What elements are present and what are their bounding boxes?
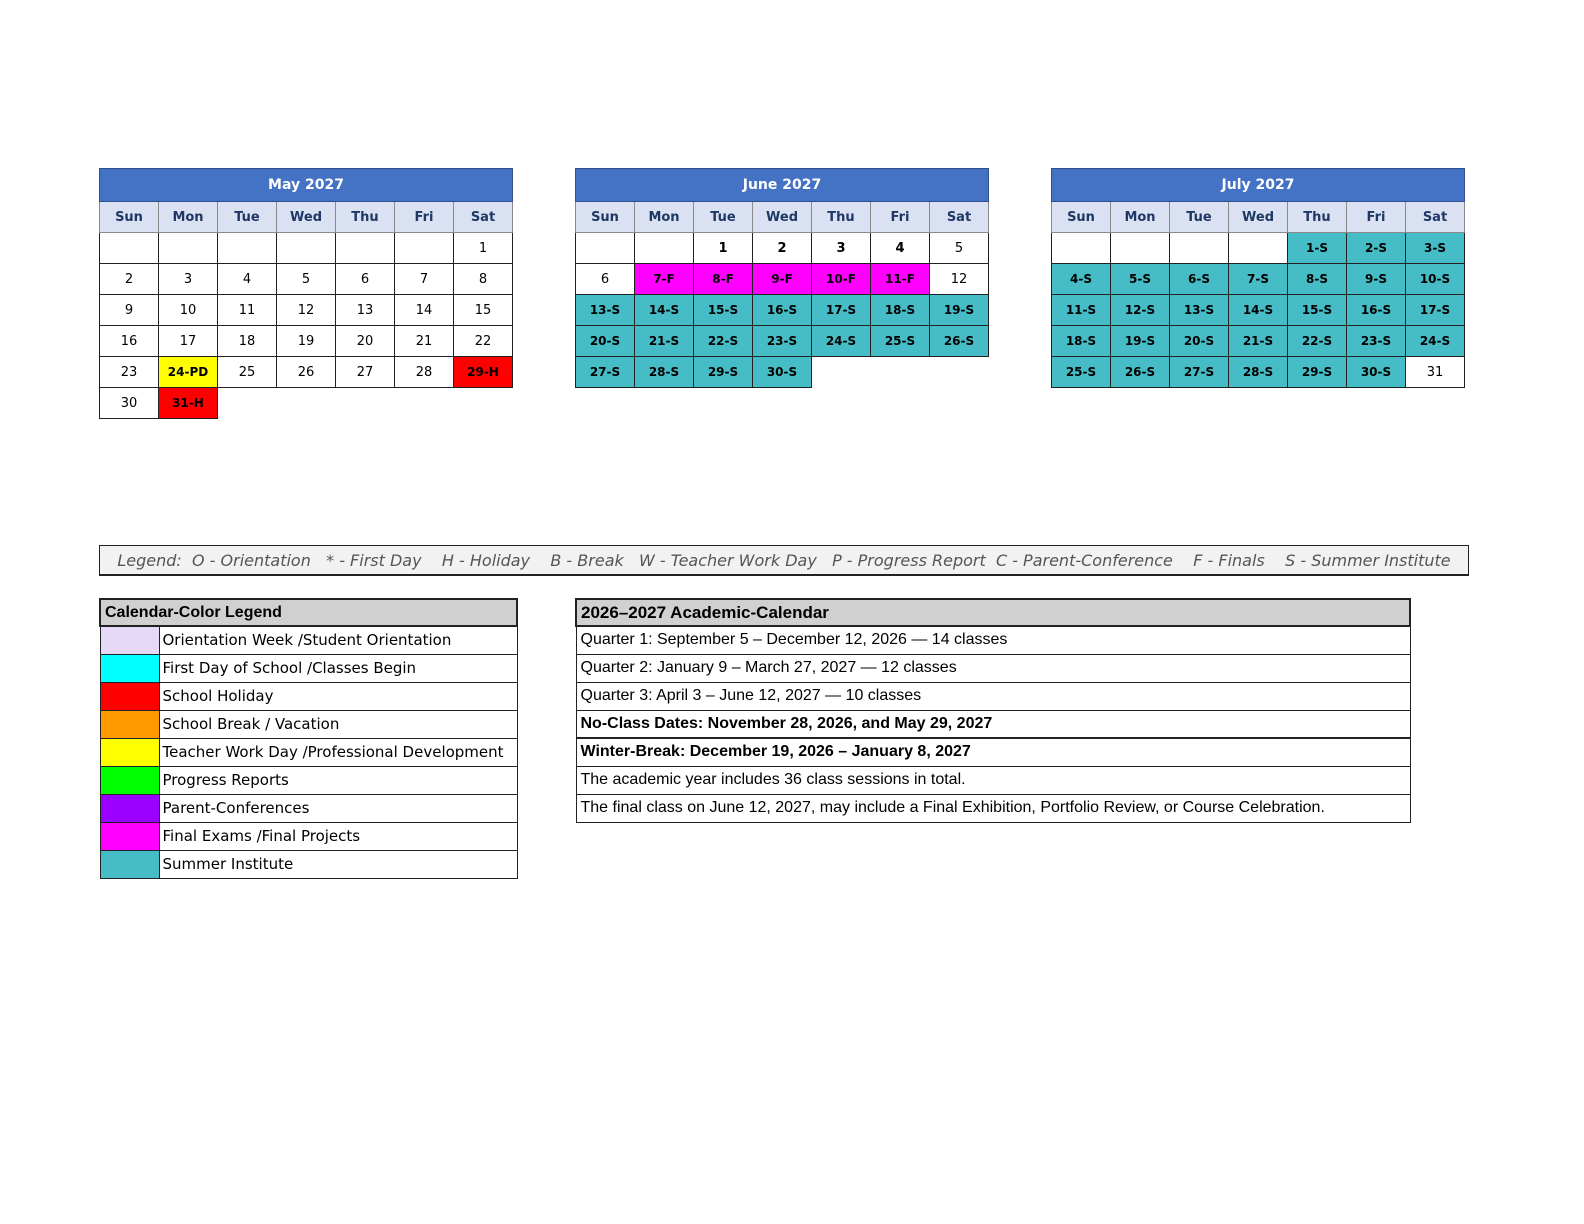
calendar-day-cell: 15-S <box>1288 295 1347 326</box>
calendar-day-cell: 24-S <box>1406 326 1465 357</box>
color-legend-row <box>100 794 517 822</box>
calendar-day-cell: 18 <box>218 326 277 357</box>
calendar-day-cell: 16-S <box>1347 295 1406 326</box>
calendar-blank-cell <box>395 233 454 264</box>
calendar-week-row <box>100 326 513 357</box>
calendar-day-cell: 13-S <box>1170 295 1229 326</box>
calendar-day-cell: 12 <box>277 295 336 326</box>
day-of-week-header: Wed <box>1229 202 1288 233</box>
academic-calendar-row: Quarter 3: April 3 – June 12, 2027 — 10 classes <box>576 682 1410 710</box>
calendar-week-row <box>576 357 989 388</box>
calendar-blank-cell <box>1111 233 1170 264</box>
calendar-day-cell: 22-S <box>694 326 753 357</box>
calendar-day-cell: 27-S <box>1170 357 1229 388</box>
calendar-blank-cell <box>576 233 635 264</box>
calendar-day-cell: 1 <box>454 233 513 264</box>
calendar-day-cell: 31-H <box>159 388 218 419</box>
calendar-day-cell: 21 <box>395 326 454 357</box>
day-of-week-header: Mon <box>159 202 218 233</box>
calendar-day-cell: 7-F <box>635 264 694 295</box>
calendar-day-cell: 14-S <box>1229 295 1288 326</box>
color-swatch <box>100 766 159 794</box>
calendar-week-row <box>1052 326 1465 357</box>
calendar-week-row <box>576 264 989 295</box>
calendar-day-cell: 3 <box>812 233 871 264</box>
calendar-day-cell: 15 <box>454 295 513 326</box>
calendar-day-cell: 17-S <box>1406 295 1465 326</box>
calendar-day-cell: 23-S <box>753 326 812 357</box>
day-of-week-header: Wed <box>753 202 812 233</box>
color-legend <box>99 598 518 879</box>
calendar-week-row <box>576 233 989 264</box>
calendar-week-row <box>576 295 989 326</box>
day-of-week-header: Sun <box>576 202 635 233</box>
calendar-empty-space <box>930 357 989 388</box>
calendar-day-cell: 4 <box>871 233 930 264</box>
day-of-week-header: Wed <box>277 202 336 233</box>
academic-calendar-row: No-Class Dates: November 28, 2026, and May 29, 2027 <box>576 710 1410 738</box>
calendar-week-row <box>1052 295 1465 326</box>
calendar-day-cell: 20-S <box>1170 326 1229 357</box>
day-of-week-header: Tue <box>218 202 277 233</box>
academic-calendar-row: Quarter 2: January 9 – March 27, 2027 — 12 classes <box>576 654 1410 682</box>
calendar-day-cell: 26 <box>277 357 336 388</box>
calendar-day-cell: 31 <box>1406 357 1465 388</box>
month-title: June 2027 <box>576 169 989 202</box>
calendar-day-cell: 7 <box>395 264 454 295</box>
calendar-day-cell: 8-F <box>694 264 753 295</box>
calendar-day-cell: 24-S <box>812 326 871 357</box>
calendar-day-cell: 28-S <box>1229 357 1288 388</box>
calendar-day-cell: 30 <box>100 388 159 419</box>
calendar-day-cell: 22-S <box>1288 326 1347 357</box>
day-of-week-header: Tue <box>694 202 753 233</box>
calendar-day-cell: 29-S <box>694 357 753 388</box>
day-of-week-header: Thu <box>336 202 395 233</box>
calendar-day-cell: 1 <box>694 233 753 264</box>
day-of-week-header: Tue <box>1170 202 1229 233</box>
calendar-day-cell: 22 <box>454 326 513 357</box>
calendar-day-cell: 5-S <box>1111 264 1170 295</box>
legend-bar: Legend: O - Orientation * - First Day H - Holiday B - Break W - Teacher Work Day P - Progress Report C - Parent-Conference F - Finals S - Summer Institute <box>99 545 1469 576</box>
color-swatch <box>100 794 159 822</box>
calendar-day-cell: 8-S <box>1288 264 1347 295</box>
color-legend-title: Calendar-Color Legend <box>100 599 517 626</box>
calendar-day-cell: 14-S <box>635 295 694 326</box>
calendar-week-row <box>576 326 989 357</box>
calendar-day-cell: 1-S <box>1288 233 1347 264</box>
calendar-day-cell: 6 <box>576 264 635 295</box>
academic-calendar-row: Quarter 1: September 5 – December 12, 2026 — 14 classes <box>576 626 1410 654</box>
calendar-day-cell: 17-S <box>812 295 871 326</box>
color-legend-label: School Holiday <box>159 682 517 710</box>
calendar-day-cell: 2 <box>753 233 812 264</box>
academic-calendar-row: Winter-Break: December 19, 2026 – January 8, 2027 <box>576 738 1410 766</box>
calendar-day-cell: 7-S <box>1229 264 1288 295</box>
color-legend-label: Parent-Conferences <box>159 794 517 822</box>
calendar-day-cell: 30-S <box>1347 357 1406 388</box>
calendar-day-cell: 28-S <box>635 357 694 388</box>
calendar-day-cell: 6-S <box>1170 264 1229 295</box>
day-of-week-header: Fri <box>871 202 930 233</box>
academic-calendar-notes <box>575 598 1411 823</box>
academic-calendar-row: The final class on June 12, 2027, may include a Final Exhibition, Portfolio Review, or Course Celebration. <box>576 794 1410 822</box>
day-of-week-header: Sat <box>1406 202 1465 233</box>
color-legend-row <box>100 850 517 878</box>
color-legend-label: School Break / Vacation <box>159 710 517 738</box>
day-of-week-header: Sat <box>930 202 989 233</box>
calendar-day-cell: 9-S <box>1347 264 1406 295</box>
calendar-day-cell: 27 <box>336 357 395 388</box>
calendar-week-row <box>100 233 513 264</box>
calendar-empty-space <box>812 357 871 388</box>
calendar-day-cell: 4-S <box>1052 264 1111 295</box>
color-legend-label: First Day of School /Classes Begin <box>159 654 517 682</box>
color-legend-row <box>100 766 517 794</box>
calendar-day-cell: 6 <box>336 264 395 295</box>
calendar-day-cell: 2-S <box>1347 233 1406 264</box>
calendar-empty-space <box>395 388 454 419</box>
calendar-day-cell: 23 <box>100 357 159 388</box>
calendar-day-cell: 26-S <box>930 326 989 357</box>
academic-calendar-title: 2026–2027 Academic-Calendar <box>576 599 1410 626</box>
calendar-day-cell: 18-S <box>871 295 930 326</box>
calendar-day-cell: 13-S <box>576 295 635 326</box>
color-swatch <box>100 710 159 738</box>
calendar-blank-cell <box>159 233 218 264</box>
color-swatch <box>100 850 159 878</box>
calendar-blank-cell <box>1229 233 1288 264</box>
calendar-blank-cell <box>1170 233 1229 264</box>
color-legend-label: Orientation Week /Student Orientation <box>159 626 517 654</box>
calendar-day-cell: 5 <box>277 264 336 295</box>
color-swatch <box>100 654 159 682</box>
color-legend-row <box>100 654 517 682</box>
calendar-day-cell: 12 <box>930 264 989 295</box>
calendar-day-cell: 21-S <box>635 326 694 357</box>
calendar-empty-space <box>871 357 930 388</box>
calendar-day-cell: 3 <box>159 264 218 295</box>
calendar-blank-cell <box>336 233 395 264</box>
calendar-day-cell: 17 <box>159 326 218 357</box>
calendar-day-cell: 8 <box>454 264 513 295</box>
calendar-july-2027 <box>1051 168 1465 388</box>
calendar-day-cell: 10-F <box>812 264 871 295</box>
calendar-day-cell: 18-S <box>1052 326 1111 357</box>
calendar-week-row <box>100 295 513 326</box>
calendar-day-cell: 14 <box>395 295 454 326</box>
month-title: May 2027 <box>100 169 513 202</box>
calendar-day-cell: 29-S <box>1288 357 1347 388</box>
color-swatch <box>100 738 159 766</box>
calendar-blank-cell <box>277 233 336 264</box>
day-of-week-header: Sun <box>1052 202 1111 233</box>
calendar-week-row <box>1052 233 1465 264</box>
calendar-week-row <box>100 357 513 388</box>
calendar-day-cell: 16-S <box>753 295 812 326</box>
color-legend-row <box>100 682 517 710</box>
calendar-day-cell: 20 <box>336 326 395 357</box>
calendar-day-cell: 13 <box>336 295 395 326</box>
color-swatch <box>100 682 159 710</box>
calendar-day-cell: 16 <box>100 326 159 357</box>
calendar-day-cell: 10-S <box>1406 264 1465 295</box>
calendar-day-cell: 30-S <box>753 357 812 388</box>
day-of-week-header: Fri <box>1347 202 1406 233</box>
calendar-week-row <box>1052 264 1465 295</box>
calendar-day-cell: 25-S <box>871 326 930 357</box>
calendar-empty-space <box>454 388 513 419</box>
day-of-week-header: Thu <box>812 202 871 233</box>
day-of-week-header: Mon <box>635 202 694 233</box>
calendar-empty-space <box>277 388 336 419</box>
calendar-day-cell: 3-S <box>1406 233 1465 264</box>
day-of-week-header: Mon <box>1111 202 1170 233</box>
calendar-day-cell: 10 <box>159 295 218 326</box>
calendar-may-2027 <box>99 168 513 419</box>
day-of-week-header: Thu <box>1288 202 1347 233</box>
calendar-day-cell: 24-PD <box>159 357 218 388</box>
calendar-blank-cell <box>635 233 694 264</box>
calendar-week-row <box>1052 357 1465 388</box>
calendar-day-cell: 5 <box>930 233 989 264</box>
color-legend-label: Final Exams /Final Projects <box>159 822 517 850</box>
calendar-day-cell: 19-S <box>1111 326 1170 357</box>
calendar-week-row <box>100 264 513 295</box>
calendar-week-row <box>100 388 513 419</box>
color-legend-label: Teacher Work Day /Professional Development <box>159 738 517 766</box>
calendar-day-cell: 28 <box>395 357 454 388</box>
calendar-day-cell: 19 <box>277 326 336 357</box>
month-title: July 2027 <box>1052 169 1465 202</box>
calendar-day-cell: 9-F <box>753 264 812 295</box>
color-legend-row <box>100 710 517 738</box>
calendar-day-cell: 23-S <box>1347 326 1406 357</box>
calendar-day-cell: 9 <box>100 295 159 326</box>
calendar-day-cell: 4 <box>218 264 277 295</box>
color-legend-row <box>100 822 517 850</box>
calendar-empty-space <box>336 388 395 419</box>
calendar-day-cell: 2 <box>100 264 159 295</box>
day-of-week-header: Sat <box>454 202 513 233</box>
color-legend-row <box>100 738 517 766</box>
day-of-week-header: Fri <box>395 202 454 233</box>
calendar-june-2027 <box>575 168 989 388</box>
day-of-week-header: Sun <box>100 202 159 233</box>
calendar-day-cell: 11 <box>218 295 277 326</box>
calendar-day-cell: 11-F <box>871 264 930 295</box>
calendar-day-cell: 20-S <box>576 326 635 357</box>
color-legend-label: Progress Reports <box>159 766 517 794</box>
color-swatch <box>100 626 159 654</box>
calendar-day-cell: 15-S <box>694 295 753 326</box>
color-legend-label: Summer Institute <box>159 850 517 878</box>
calendar-blank-cell <box>218 233 277 264</box>
calendar-day-cell: 25-S <box>1052 357 1111 388</box>
academic-calendar-row: The academic year includes 36 class sessions in total. <box>576 766 1410 794</box>
calendar-day-cell: 11-S <box>1052 295 1111 326</box>
calendar-day-cell: 19-S <box>930 295 989 326</box>
calendar-day-cell: 25 <box>218 357 277 388</box>
calendar-empty-space <box>218 388 277 419</box>
color-legend-row <box>100 626 517 654</box>
calendar-day-cell: 26-S <box>1111 357 1170 388</box>
calendar-blank-cell <box>100 233 159 264</box>
calendar-day-cell: 12-S <box>1111 295 1170 326</box>
calendar-day-cell: 21-S <box>1229 326 1288 357</box>
calendar-day-cell: 29-H <box>454 357 513 388</box>
calendar-day-cell: 27-S <box>576 357 635 388</box>
calendar-blank-cell <box>1052 233 1111 264</box>
color-swatch <box>100 822 159 850</box>
